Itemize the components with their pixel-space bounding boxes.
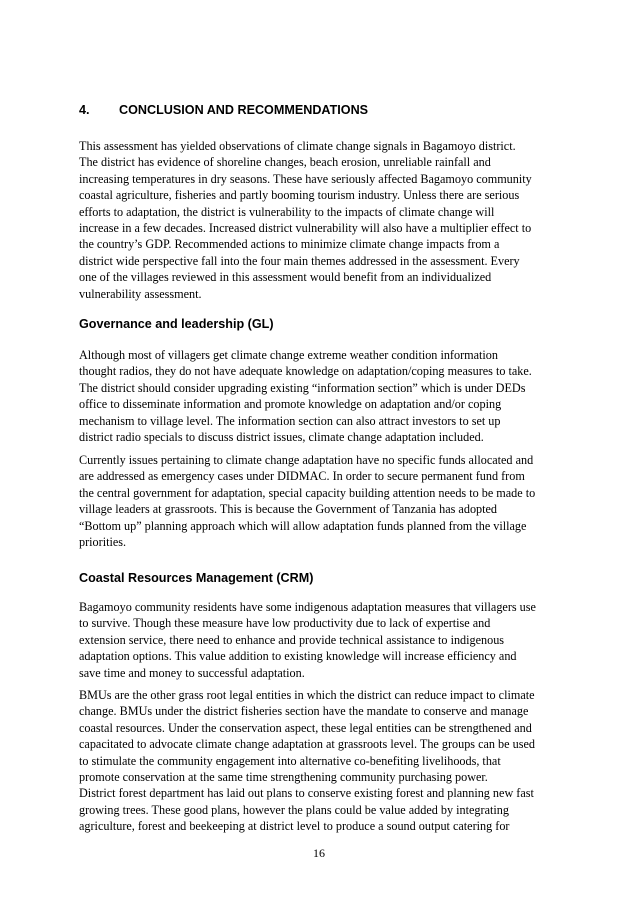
governance-heading: Governance and leadership (GL) — [79, 317, 274, 331]
text-line: one of the villages reviewed in this assessment would benefit from an individualized — [79, 270, 492, 285]
text-line: to survive. Though these measure have low productivity due to lack of expertise and — [79, 616, 491, 631]
text-line: extension service, there need to enhance and provide technical assistance to indigenous — [79, 632, 505, 647]
text-line: The district has evidence of shoreline changes, beach erosion, unreliable rainfall and — [79, 155, 491, 170]
text-line: save time and money to successful adaptation. — [79, 665, 305, 680]
crm-heading: Coastal Resources Management (CRM) — [79, 571, 314, 585]
section-number: 4. — [79, 103, 90, 117]
page-number: 16 — [313, 846, 325, 860]
text-line: Although most of villagers get climate change extreme weather condition information — [79, 348, 498, 362]
intro-paragraph — [79, 138, 561, 302]
text-line: increasing temperatures in dry seasons. These have seriously affected Bagamoyo community — [79, 171, 532, 186]
text-line: mechanism to village level. The information section can also attract investors to set up — [79, 413, 501, 428]
text-line: are addressed as emergency cases under DIDMAC. In order to secure permanent fund from — [79, 469, 525, 484]
text-line: capacitated to advocate climate change adaptation at grassroots level. The groups can be used — [79, 737, 535, 752]
text-line: coastal resources. Under the conservation aspect, these legal entities can be strengthened and — [79, 720, 532, 735]
text-line: village leaders at grassroots. This is because the Government of Tanzania has adopted — [79, 502, 498, 517]
text-line: change. BMUs under the district fisheries section have the mandate to conserve and manage — [79, 704, 529, 719]
text-line: agriculture, forest and beekeeping at district level to produce a sound output catering for — [79, 819, 510, 834]
text-line: office to disseminate information and promote knowledge on adaptation and/or coping — [79, 397, 502, 412]
text-line: the country’s GDP. Recommended actions to minimize climate change impacts from a — [79, 237, 500, 252]
text-line: the central government for adaptation, special capacity building attention needs to be made to — [79, 485, 536, 500]
governance-paragraph-1 — [79, 347, 561, 445]
text-line: The district should consider upgrading existing “information section” which is under DEDs — [79, 380, 526, 395]
text-line: Currently issues pertaining to climate change adaptation have no specific funds allocated and — [79, 453, 534, 467]
text-line: District forest department has laid out plans to conserve existing forest and planning new fast — [79, 786, 534, 801]
text-line: promote conservation at the same time strengthening community purchasing power. — [79, 770, 488, 785]
section-title: CONCLUSION AND RECOMMENDATIONS — [119, 103, 369, 117]
text-line: district wide perspective fall into the four main themes addressed in the assessment. Every — [79, 253, 520, 268]
text-line: efforts to adaptation, the district is vulnerability to the impacts of climate change will — [79, 204, 495, 219]
text-line: “Bottom up” planning approach which will allow adaptation funds planned from the village — [79, 518, 527, 533]
crm-paragraph-1 — [79, 599, 561, 681]
section-heading — [79, 102, 559, 118]
text-line: coastal agriculture, fisheries and partly booming tourism industry. Unless there are serious — [79, 188, 520, 203]
text-line: to stimulate the community engagement into alternative co-benefiting livelihoods, that — [79, 753, 501, 768]
text-line: This assessment has yielded observations of climate change signals in Bagamoyo district. — [79, 139, 516, 153]
text-line: adaptation options. This value addition to existing knowledge will increase efficiency and — [79, 649, 517, 664]
text-line: growing trees. These good plans, however the plans could be value added by integrating — [79, 802, 509, 817]
text-line: increase in a few decades. Increased district vulnerability will also have a multiplier effect to — [79, 221, 532, 236]
text-line: priorities. — [79, 535, 127, 550]
crm-paragraph-2 — [79, 687, 561, 835]
governance-paragraph-2 — [79, 452, 561, 550]
text-line: BMUs are the other grass root legal entities in which the district can reduce impact to climate — [79, 688, 535, 702]
text-line: Bagamoyo community residents have some indigenous adaptation measures that villagers use — [79, 600, 536, 614]
text-line: vulnerability assessment. — [79, 286, 202, 301]
text-line: district radio specials to discuss district issues, climate change adaptation included. — [79, 430, 484, 445]
text-line: thought radios, they do not have adequate knowledge on adaptation/coping measures to take. — [79, 364, 532, 379]
